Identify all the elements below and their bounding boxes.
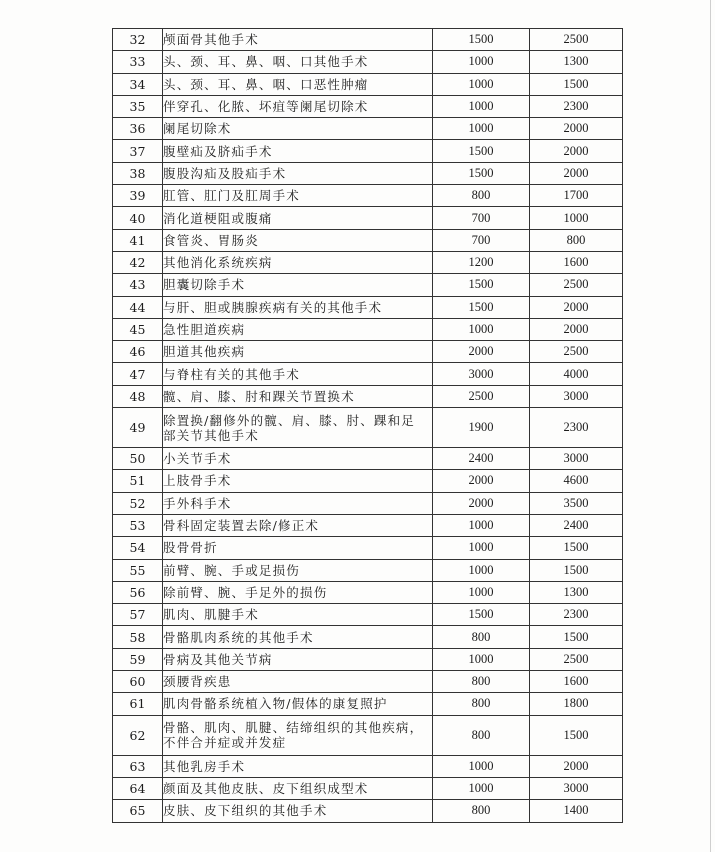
table-row (113, 73, 623, 95)
item-name-cell: 除前臂、腕、手足外的损伤 (163, 581, 433, 603)
value-a-cell: 1500 (433, 296, 530, 318)
value-b-cell: 2000 (530, 296, 623, 318)
value-b-cell: 1500 (530, 73, 623, 95)
value-a-cell: 800 (433, 626, 530, 648)
value-b-cell: 2300 (530, 95, 623, 117)
item-name-cell: 颜面及其他皮肤、皮下组织成型术 (163, 777, 433, 799)
table-row (113, 715, 623, 755)
item-name-cell: 食管炎、胃肠炎 (163, 229, 433, 251)
row-number-cell: 36 (113, 118, 163, 140)
value-a-cell: 1500 (433, 274, 530, 296)
value-a-cell: 1000 (433, 73, 530, 95)
item-name-cell: 胆囊切除手术 (163, 274, 433, 296)
table-row (113, 162, 623, 184)
table-row (113, 693, 623, 715)
value-a-cell: 1000 (433, 755, 530, 777)
row-number-cell: 32 (113, 29, 163, 51)
item-name-cell: 其他消化系统疾病 (163, 251, 433, 273)
table-row (113, 626, 623, 648)
table-row (113, 296, 623, 318)
row-number-cell: 49 (113, 408, 163, 448)
value-b-cell: 2000 (530, 118, 623, 140)
value-b-cell: 1300 (530, 581, 623, 603)
row-number-cell: 39 (113, 185, 163, 207)
row-number-cell: 47 (113, 363, 163, 385)
row-number-cell: 54 (113, 537, 163, 559)
table-row (113, 581, 623, 603)
value-a-cell: 800 (433, 693, 530, 715)
row-number-cell: 62 (113, 715, 163, 755)
item-name-cell: 骨骼、肌肉、肌腱、结缔组织的其他疾病，不伴合并症或并发症 (163, 715, 433, 755)
table-row (113, 251, 623, 273)
row-number-cell: 45 (113, 318, 163, 340)
item-name-cell: 头、颈、耳、鼻、咽、口其他手术 (163, 51, 433, 73)
value-b-cell: 3000 (530, 448, 623, 470)
value-a-cell: 1000 (433, 118, 530, 140)
row-number-cell: 58 (113, 626, 163, 648)
table-row (113, 118, 623, 140)
value-b-cell: 1500 (530, 559, 623, 581)
table-row (113, 229, 623, 251)
item-name-cell: 颈腰背疾患 (163, 671, 433, 693)
row-number-cell: 34 (113, 73, 163, 95)
value-b-cell: 1700 (530, 185, 623, 207)
value-a-cell: 1000 (433, 777, 530, 799)
table-row (113, 755, 623, 777)
value-b-cell: 1800 (530, 693, 623, 715)
item-name-cell: 与肝、胆或胰腺疾病有关的其他手术 (163, 296, 433, 318)
item-name-cell: 阑尾切除术 (163, 118, 433, 140)
value-a-cell: 1000 (433, 581, 530, 603)
row-number-cell: 38 (113, 162, 163, 184)
row-number-cell: 44 (113, 296, 163, 318)
row-number-cell: 57 (113, 604, 163, 626)
table-row (113, 29, 623, 51)
row-number-cell: 59 (113, 648, 163, 670)
table-row (113, 95, 623, 117)
value-b-cell: 4000 (530, 363, 623, 385)
table-row (113, 470, 623, 492)
fee-table-body (113, 29, 623, 823)
value-b-cell: 2000 (530, 755, 623, 777)
value-b-cell: 1500 (530, 537, 623, 559)
value-a-cell: 1000 (433, 318, 530, 340)
table-row (113, 318, 623, 340)
table-row (113, 537, 623, 559)
value-a-cell: 1000 (433, 537, 530, 559)
row-number-cell: 65 (113, 800, 163, 822)
table-row (113, 777, 623, 799)
value-a-cell: 2000 (433, 470, 530, 492)
table-row (113, 604, 623, 626)
row-number-cell: 46 (113, 341, 163, 363)
item-name-cell: 股骨骨折 (163, 537, 433, 559)
row-number-cell: 43 (113, 274, 163, 296)
value-b-cell: 3000 (530, 385, 623, 407)
table-row (113, 800, 623, 822)
row-number-cell: 64 (113, 777, 163, 799)
value-b-cell: 3500 (530, 492, 623, 514)
item-name-cell: 手外科手术 (163, 492, 433, 514)
row-number-cell: 42 (113, 251, 163, 273)
value-b-cell: 2400 (530, 514, 623, 536)
value-a-cell: 1000 (433, 648, 530, 670)
value-a-cell: 800 (433, 185, 530, 207)
row-number-cell: 50 (113, 448, 163, 470)
table-row (113, 408, 623, 448)
table-row (113, 140, 623, 162)
row-number-cell: 37 (113, 140, 163, 162)
row-number-cell: 60 (113, 671, 163, 693)
value-b-cell: 2000 (530, 318, 623, 340)
value-a-cell: 800 (433, 671, 530, 693)
item-name-cell: 小关节手术 (163, 448, 433, 470)
value-a-cell: 1000 (433, 514, 530, 536)
value-b-cell: 2500 (530, 29, 623, 51)
row-number-cell: 40 (113, 207, 163, 229)
value-b-cell: 1500 (530, 715, 623, 755)
value-a-cell: 2500 (433, 385, 530, 407)
fee-table (112, 28, 623, 823)
value-b-cell: 1000 (530, 207, 623, 229)
item-name-cell: 腹壁疝及脐疝手术 (163, 140, 433, 162)
scan-edge-line (710, 0, 711, 852)
row-number-cell: 48 (113, 385, 163, 407)
value-a-cell: 1500 (433, 140, 530, 162)
table-row (113, 559, 623, 581)
item-name-cell: 前臂、腕、手或足损伤 (163, 559, 433, 581)
item-name-cell: 伴穿孔、化脓、坏疽等阑尾切除术 (163, 95, 433, 117)
row-number-cell: 41 (113, 229, 163, 251)
item-name-cell: 颅面骨其他手术 (163, 29, 433, 51)
item-name-cell: 腹股沟疝及股疝手术 (163, 162, 433, 184)
row-number-cell: 33 (113, 51, 163, 73)
item-name-cell: 除置换/翻修外的髋、肩、膝、肘、踝和足部关节其他手术 (163, 408, 433, 448)
item-name-cell: 肌肉、肌腱手术 (163, 604, 433, 626)
item-name-cell: 骨科固定装置去除/修正术 (163, 514, 433, 536)
item-name-cell: 髋、肩、膝、肘和踝关节置换术 (163, 385, 433, 407)
table-row (113, 51, 623, 73)
value-b-cell: 1400 (530, 800, 623, 822)
table-row (113, 207, 623, 229)
value-a-cell: 1500 (433, 162, 530, 184)
row-number-cell: 52 (113, 492, 163, 514)
table-row (113, 185, 623, 207)
value-b-cell: 2500 (530, 648, 623, 670)
value-a-cell: 700 (433, 207, 530, 229)
value-a-cell: 1000 (433, 51, 530, 73)
value-a-cell: 1000 (433, 559, 530, 581)
value-a-cell: 1500 (433, 29, 530, 51)
value-b-cell: 2300 (530, 408, 623, 448)
value-a-cell: 800 (433, 800, 530, 822)
row-number-cell: 53 (113, 514, 163, 536)
value-b-cell: 1500 (530, 626, 623, 648)
value-a-cell: 1500 (433, 604, 530, 626)
item-name-cell: 胆道其他疾病 (163, 341, 433, 363)
table-row (113, 385, 623, 407)
value-a-cell: 1200 (433, 251, 530, 273)
item-name-cell: 急性胆道疾病 (163, 318, 433, 340)
value-a-cell: 1000 (433, 95, 530, 117)
value-b-cell: 2000 (530, 140, 623, 162)
table-row (113, 492, 623, 514)
value-b-cell: 1600 (530, 671, 623, 693)
item-name-cell: 肛管、肛门及肛周手术 (163, 185, 433, 207)
item-name-cell: 其他乳房手术 (163, 755, 433, 777)
item-name-cell: 骨病及其他关节病 (163, 648, 433, 670)
value-b-cell: 2500 (530, 341, 623, 363)
value-b-cell: 2500 (530, 274, 623, 296)
value-b-cell: 2000 (530, 162, 623, 184)
value-a-cell: 3000 (433, 363, 530, 385)
value-a-cell: 2000 (433, 341, 530, 363)
item-name-cell: 肌肉骨骼系统植入物/假体的康复照护 (163, 693, 433, 715)
item-name-cell: 皮肤、皮下组织的其他手术 (163, 800, 433, 822)
table-row (113, 514, 623, 536)
item-name-cell: 骨骼肌肉系统的其他手术 (163, 626, 433, 648)
value-b-cell: 3000 (530, 777, 623, 799)
table-row (113, 448, 623, 470)
item-name-cell: 上肢骨手术 (163, 470, 433, 492)
value-a-cell: 700 (433, 229, 530, 251)
value-b-cell: 800 (530, 229, 623, 251)
value-a-cell: 2000 (433, 492, 530, 514)
item-name-cell: 头、颈、耳、鼻、咽、口恶性肿瘤 (163, 73, 433, 95)
value-a-cell: 2400 (433, 448, 530, 470)
item-name-cell: 消化道梗阻或腹痛 (163, 207, 433, 229)
row-number-cell: 55 (113, 559, 163, 581)
value-b-cell: 1300 (530, 51, 623, 73)
item-name-cell: 与脊柱有关的其他手术 (163, 363, 433, 385)
row-number-cell: 35 (113, 95, 163, 117)
value-b-cell: 4600 (530, 470, 623, 492)
table-row (113, 671, 623, 693)
value-a-cell: 1900 (433, 408, 530, 448)
table-row (113, 363, 623, 385)
value-b-cell: 2300 (530, 604, 623, 626)
row-number-cell: 56 (113, 581, 163, 603)
table-row (113, 648, 623, 670)
table-row (113, 341, 623, 363)
row-number-cell: 51 (113, 470, 163, 492)
row-number-cell: 61 (113, 693, 163, 715)
row-number-cell: 63 (113, 755, 163, 777)
value-a-cell: 800 (433, 715, 530, 755)
table-row (113, 274, 623, 296)
value-b-cell: 1600 (530, 251, 623, 273)
